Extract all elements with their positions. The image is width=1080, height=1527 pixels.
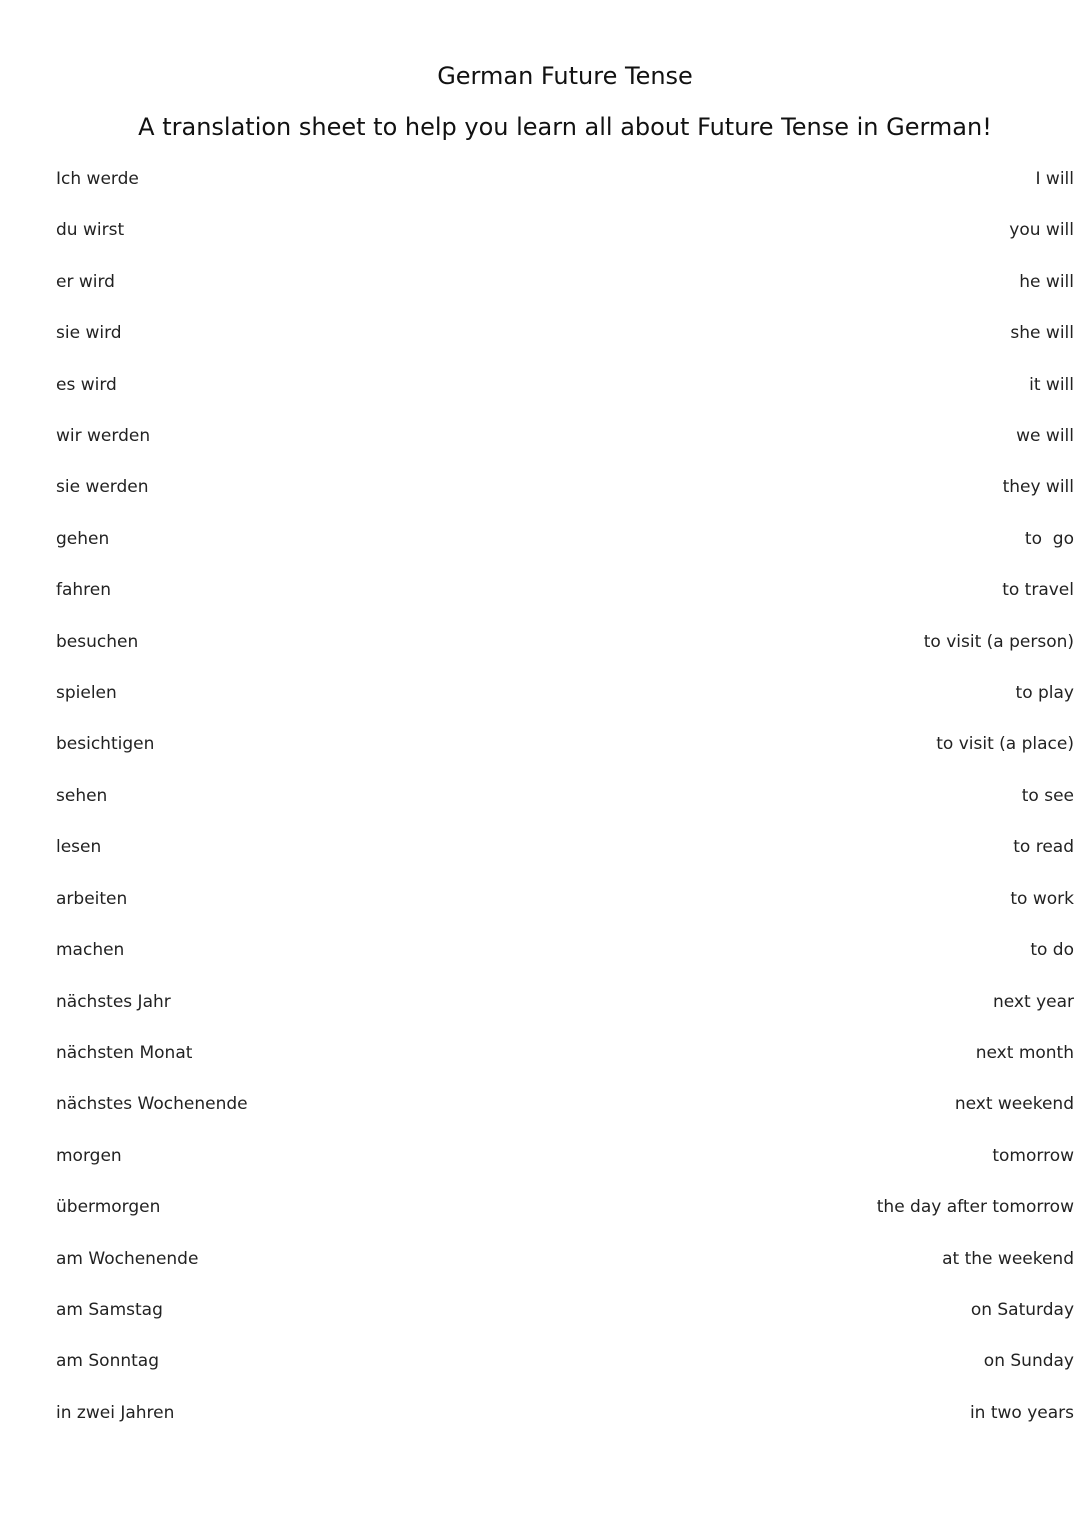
german-term: nächstes Jahr <box>56 991 171 1012</box>
german-term: er wird <box>56 271 115 292</box>
german-term: es wird <box>56 374 117 395</box>
english-translation: we will <box>1016 426 1074 447</box>
german-term: nächsten Monat <box>56 1042 193 1063</box>
english-translation: she will <box>1010 323 1074 344</box>
english-translation: to visit (a person) <box>923 631 1074 652</box>
english-translation: he will <box>1019 271 1074 292</box>
german-term: machen <box>56 940 125 961</box>
english-translation: to do <box>1030 940 1074 961</box>
german-term: sie werden <box>56 477 149 498</box>
english-translation: next weekend <box>954 1094 1074 1115</box>
german-term: gehen <box>56 528 110 549</box>
vocabulary-row <box>56 216 1074 267</box>
english-translation: next month <box>975 1042 1074 1063</box>
vocabulary-row <box>56 165 1074 216</box>
german-term: am Wochenende <box>56 1248 199 1269</box>
german-term: lesen <box>56 837 102 858</box>
vocabulary-row <box>56 730 1074 781</box>
german-term: besichtigen <box>56 734 155 755</box>
english-translation: I will <box>1035 169 1074 189</box>
vocabulary-list <box>56 165 1074 1450</box>
german-term: spielen <box>56 683 117 704</box>
document-subtitle: A translation sheet to help you learn all about Future Tense in German! <box>138 113 992 141</box>
vocabulary-row <box>56 782 1074 833</box>
english-translation: next year <box>993 991 1074 1012</box>
vocabulary-row <box>56 1399 1074 1450</box>
english-translation: tomorrow <box>992 1145 1074 1166</box>
vocabulary-row <box>56 885 1074 936</box>
vocabulary-row <box>56 1245 1074 1296</box>
vocabulary-row <box>56 1090 1074 1141</box>
german-term: sie wird <box>56 323 122 344</box>
english-translation: to visit (a place) <box>936 734 1074 755</box>
english-translation: to travel <box>1002 580 1074 601</box>
english-translation: they will <box>1002 477 1074 498</box>
vocabulary-row <box>56 268 1074 319</box>
vocabulary-row <box>56 833 1074 884</box>
english-translation: to read <box>1013 837 1074 858</box>
english-translation: you will <box>1009 220 1074 241</box>
vocabulary-row <box>56 1193 1074 1244</box>
german-term: in zwei Jahren <box>56 1402 175 1423</box>
vocabulary-row <box>56 525 1074 576</box>
vocabulary-row <box>56 679 1074 730</box>
german-term: am Samstag <box>56 1299 163 1320</box>
vocabulary-row <box>56 1296 1074 1347</box>
english-translation: on Sunday <box>983 1351 1074 1372</box>
vocabulary-row <box>56 319 1074 370</box>
vocabulary-row <box>56 473 1074 524</box>
english-translation: to see <box>1021 785 1074 806</box>
english-translation: to work <box>1010 888 1074 909</box>
vocabulary-row <box>56 628 1074 679</box>
vocabulary-row <box>56 371 1074 422</box>
german-term: am Sonntag <box>56 1351 159 1372</box>
vocabulary-row <box>56 1039 1074 1090</box>
vocabulary-row <box>56 576 1074 627</box>
german-term: arbeiten <box>56 888 128 909</box>
vocabulary-row <box>56 936 1074 987</box>
german-term: nächstes Wochenende <box>56 1094 248 1115</box>
german-term: sehen <box>56 785 108 806</box>
english-translation: at the weekend <box>942 1248 1074 1269</box>
english-translation: on Saturday <box>970 1299 1074 1320</box>
english-translation: it will <box>1029 374 1074 395</box>
english-translation: in two years <box>969 1402 1074 1423</box>
vocabulary-row <box>56 988 1074 1039</box>
english-translation: the day after tomorrow <box>876 1197 1074 1218</box>
german-term: Ich werde <box>56 169 139 189</box>
vocabulary-row <box>56 1347 1074 1398</box>
document-title: German Future Tense <box>437 62 693 90</box>
english-translation: to play <box>1015 683 1074 704</box>
vocabulary-row <box>56 1142 1074 1193</box>
german-term: besuchen <box>56 631 139 652</box>
english-translation: to go <box>1024 528 1074 549</box>
german-term: übermorgen <box>56 1197 161 1218</box>
german-term: wir werden <box>56 426 151 447</box>
german-term: fahren <box>56 580 112 601</box>
vocabulary-row <box>56 422 1074 473</box>
german-term: morgen <box>56 1145 122 1166</box>
german-term: du wirst <box>56 220 125 241</box>
